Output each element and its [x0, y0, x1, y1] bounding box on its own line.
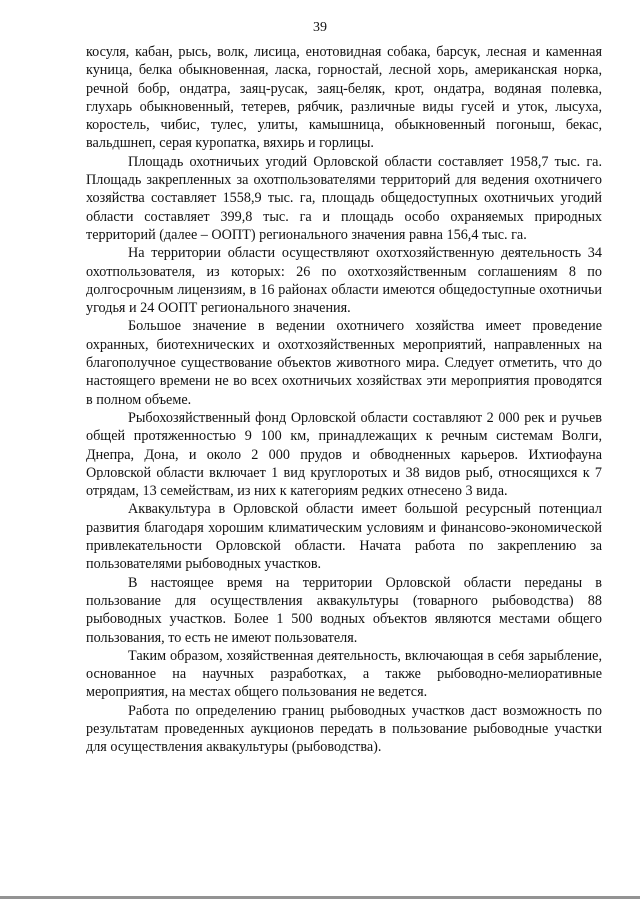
paragraph-fish-farming-plots: В настоящее время на территории Орловской области переданы в пользование для осуществления аквакультуры (товарного рыбоводства) 88 рыбоводных участков. Более 1 500 водных объектов являются местами общего пользования, то есть не имеют пользователя. [86, 574, 602, 646]
page-number: 39 [313, 20, 327, 35]
paragraph-aquaculture-potential: Аквакультура в Орловской области имеет большой ресурсный потенциал развития благодаря хорошим климатическим условиям и финансово-экономической привлекательности Орловской области. Начата работа по закреплению за пользователями рыбоводных участков. [86, 501, 602, 573]
paragraph-hunting-users: На территории области осуществляют охотхозяйственную деятельность 34 охотпользователя, из которых: 26 по охотхозяйственным соглашениям 8 по долгосрочным лицензиям, в 16 районах области имеются общедоступные охотничьи угодья и 24 ООПТ регионального значения. [86, 245, 602, 317]
paragraph-boundary-work: Работа по определению границ рыбоводных участков даст возможность по результатам проведенных аукционов передать в пользование рыбоводные участки для осуществления аквакультуры (рыбоводства). [86, 702, 602, 756]
document-body [86, 43, 602, 757]
paragraph-conclusion: Таким образом, хозяйственная деятельность, включающая в себя зарыбление, основанное на научных разработках, а также рыбоводно-мелиоративные мероприятия, на местах общего пользования не ведется. [86, 647, 602, 701]
paragraph-hunting-measures: Большое значение в ведении охотничего хозяйства имеет проведение охранных, биотехнических и охотхозяйственных мероприятий, направленных на благополучное существование объектов животного мира. Следует отметить, что до настоящего времени не во всех охотничьих хозяйствах эти мероприятия проводятся в полном объеме. [86, 318, 602, 408]
page-bottom-edge [0, 896, 640, 899]
paragraph-hunting-area: Площадь охотничьих угодий Орловской области составляет 1958,7 тыс. га. Площадь закрепленных за охотпользователями территорий для ведения охотничего хозяйства составляет 1558,9 тыс. га, площадь общедоступных охотничьих угодий области составляет 399,8 тыс. га и площадь особо охраняемых природных территорий (далее – ООПТ) регионального значения равна 156,4 тыс. га. [86, 153, 602, 243]
paragraph-fishery-fund: Рыбохозяйственный фонд Орловской области составляют 2 000 рек и ручьев общей протяженностью 9 100 км, принадлежащих к речным системам Волги, Днепра, Дона, и около 2 000 прудов и обводненных карьеров. Ихтиофауна Орловской области включает 1 вид круглоротых и 38 видов рыб, относящихся к 7 отрядам, 13 семействам, из них к категориям редких отнесено 3 вида. [86, 409, 602, 500]
paragraph-fauna-list: косуля, кабан, рысь, волк, лисица, енотовидная собака, барсук, лесная и каменная куница, белка обыкновенная, ласка, горностай, лесной хорь, американская норка, речной бобр, ондатра, заяц-русак, заяц-беляк, крот, ондатра, водяная полевка, глухарь обыкновенный, тетерев, рябчик, различные виды гусей и уток, лысуха, коростель, чибис, тулес, улиты, камышница, обыкновенный погоныш, бекас, вальдшнеп, серая куропатка, вяхирь и горлицы. [86, 44, 602, 152]
